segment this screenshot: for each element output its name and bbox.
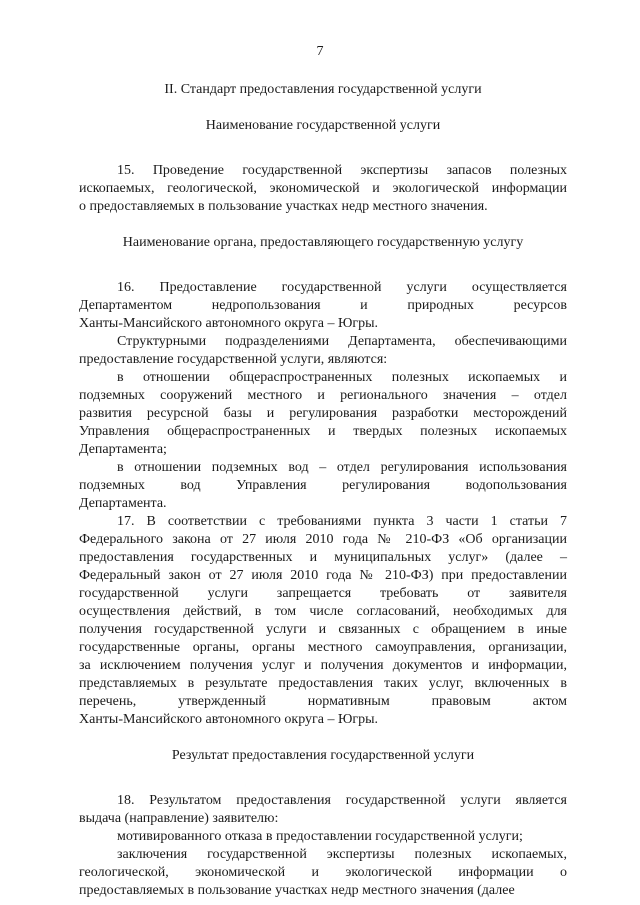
text-line: Ханты-Мансийского автономного округа – Югры. xyxy=(79,712,379,727)
section-heading: Наименование государственной услуги xyxy=(205,118,441,133)
text-line: получения государственной услуги и связанных с обращением в иные xyxy=(79,622,567,637)
text-line: представляемых в результате предоставления таких услуг, включенных в xyxy=(79,676,567,691)
paragraph xyxy=(79,333,567,369)
text-line: геологической, экономической и экологической информации о xyxy=(79,865,567,880)
text-line: Департамента; xyxy=(79,442,167,457)
text-line: развития ресурсной базы и регулирования разработки месторождений xyxy=(79,406,567,421)
text-line: подземных вод Управления регулирования водопользования xyxy=(79,478,567,493)
document-body xyxy=(79,81,567,900)
paragraph xyxy=(79,162,567,216)
text-line: государственные органы, органы местного самоуправления, организации, xyxy=(79,640,567,655)
text-line: 18. Результатом предоставления государственной услуги является xyxy=(117,793,567,808)
text-line: мотивированного отказа в предоставлении государственной услуги; xyxy=(117,829,523,844)
text-line: государственной услуги запрещается требовать от заявителя xyxy=(79,586,567,601)
text-line: осуществления действий, в том числе согласований, необходимых для xyxy=(79,604,567,619)
text-line: Федерального закона от 27 июля 2010 года № 210-ФЗ «Об организации xyxy=(79,532,567,547)
section-title: II. Стандарт предоставления государственной услуги xyxy=(164,82,482,97)
paragraph xyxy=(79,369,567,459)
text-line: о предоставляемых в пользование участках недр местного значения. xyxy=(79,199,488,214)
text-line: 15. Проведение государственной экспертизы запасов полезных xyxy=(117,163,567,178)
text-line: подземных сооружений местного и регионального значения – отдел xyxy=(79,388,567,403)
text-line: предоставление государственной услуги, являются: xyxy=(79,352,388,367)
text-line: перечень, утвержденный нормативным правовым актом xyxy=(79,694,567,709)
paragraph xyxy=(79,513,567,729)
text-line: предоставляемых в пользование участках недр местного значения (далее xyxy=(79,883,515,898)
text-line: Департаментом недропользования и природных ресурсов xyxy=(79,298,567,313)
text-line: в отношении подземных вод – отдел регулирования использования xyxy=(117,460,567,475)
text-line: ископаемых, геологической, экономической и экологической информации xyxy=(79,181,567,196)
paragraph xyxy=(79,279,567,333)
text-line: за исключением получения услуг и получения документов и информации, xyxy=(79,658,567,673)
paragraph xyxy=(79,846,567,900)
text-line: заключения государственной экспертизы полезных ископаемых, xyxy=(117,847,567,862)
text-line: Структурными подразделениями Департамента, обеспечивающими xyxy=(117,334,567,349)
section-heading: Результат предоставления государственной услуги xyxy=(171,748,475,763)
paragraph xyxy=(79,792,567,828)
text-line: Департамента. xyxy=(79,496,167,511)
text-line: Ханты-Мансийского автономного округа – Югры. xyxy=(79,316,379,331)
text-line: предоставления государственных и муниципальных услуг» (далее – xyxy=(79,550,567,565)
text-line: 17. В соответствии с требованиями пункта 3 части 1 статьи 7 xyxy=(117,514,567,529)
page-number: 7 xyxy=(316,44,324,59)
section-heading: Наименование органа, предоставляющего государственную услугу xyxy=(122,235,524,250)
text-line: выдача (направление) заявителю: xyxy=(79,811,279,826)
text-line: Федеральный закон от 27 июля 2010 года № 210-ФЗ) при предоставлении xyxy=(79,568,567,583)
paragraph xyxy=(79,828,567,846)
text-line: Управления общераспространенных и твердых полезных ископаемых xyxy=(79,424,567,439)
text-line: 16. Предоставление государственной услуги осуществляется xyxy=(117,280,567,295)
text-line: в отношении общераспространенных полезных ископаемых и xyxy=(117,370,567,385)
paragraph xyxy=(79,459,567,513)
